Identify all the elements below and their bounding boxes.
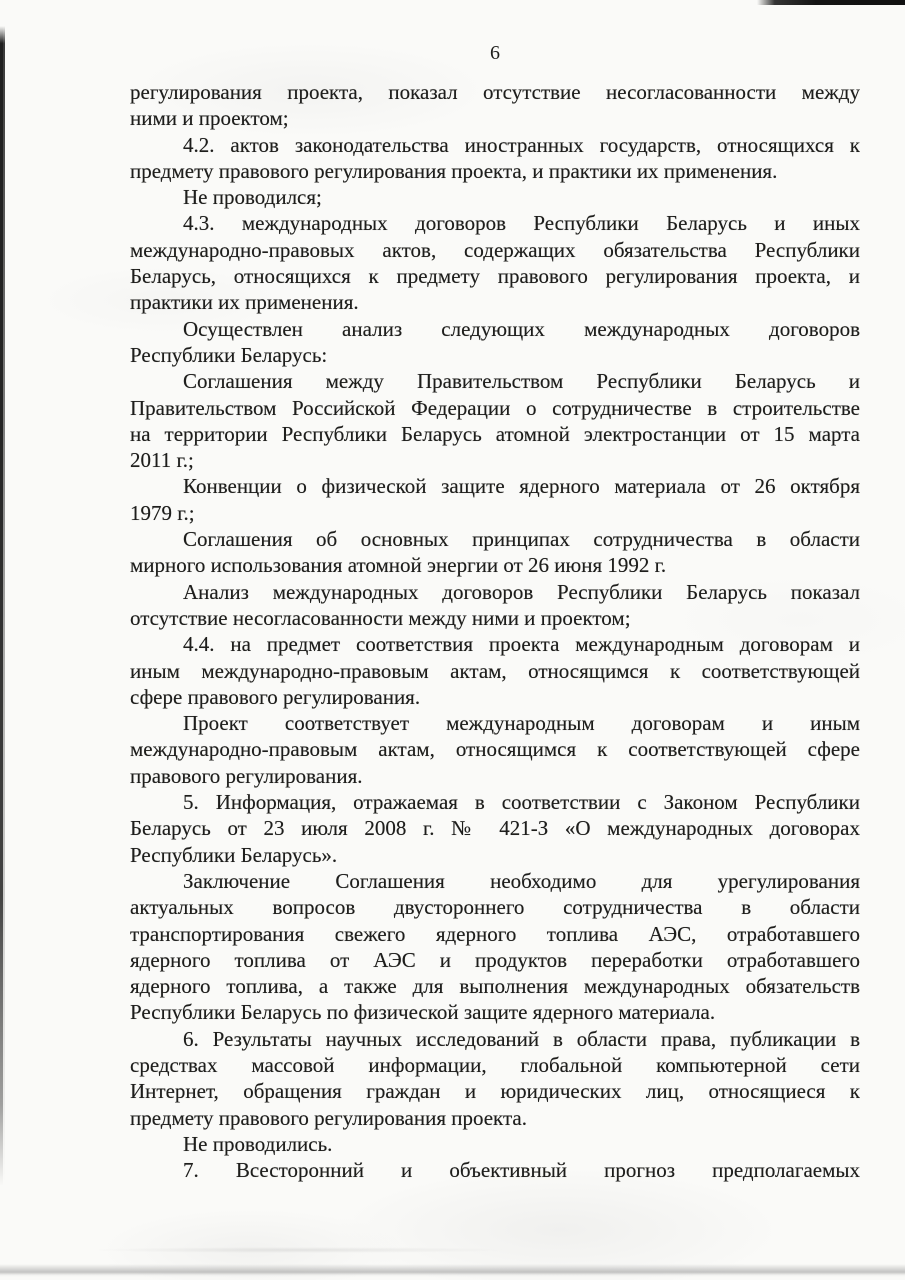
text-line: 6. Результаты научных исследований в области права, публикации в [183, 1026, 860, 1051]
text-line: Беларусь от 23 июля 2008 г. № 421-З «О международных договорах [130, 816, 860, 841]
text-line: Республики Беларусь: [130, 342, 328, 367]
scan-artifact-left-edge [0, 26, 5, 1186]
scan-artifact-bottom-band [0, 1264, 905, 1277]
text-line: транспортирования свежего ядерного топлива АЭС, отработавшего [130, 921, 860, 946]
text-line: средствах массовой информации, глобальной компьютерной сети [130, 1052, 860, 1077]
text-line: сфере правового регулирования. [130, 684, 421, 709]
text-line: Республики Беларусь». [130, 842, 338, 867]
text-line: Анализ международных договоров Республики Беларусь показал [183, 579, 860, 604]
text-line: Проект соответствует международным договорам и иным [183, 711, 860, 736]
text-line: 5. Информация, отражаемая в соответствии с Законом Республики [183, 790, 860, 815]
text-line: Интернет, обращения граждан и юридических лиц, относящиеся к [130, 1079, 860, 1104]
text-line: 4.3. международных договоров Республики Беларусь и иных [183, 211, 860, 236]
text-line: международно-правовым актам, относящимся к соответствующей сфере [130, 737, 860, 762]
text-line: мирного использования атомной энергии от 26 июня 1992 г. [130, 553, 667, 578]
text-line: международно-правовых актов, содержащих обязательства Республики [130, 237, 860, 262]
text-line: 1979 г.; [130, 500, 195, 525]
text-line: Не проводились. [183, 1131, 333, 1156]
text-line: 7. Всесторонний и объективный прогноз предполагаемых [183, 1158, 860, 1183]
text-line: 4.2. актов законодательства иностранных государств, относящихся к [183, 132, 860, 157]
text-line: Соглашения об основных принципах сотрудничества в области [183, 527, 860, 552]
text-line: 2011 г.; [130, 448, 194, 473]
text-line: регулирования проекта, показал отсутствие несогласованности между [130, 80, 860, 104]
text-line: Заключение Соглашения необходимо для урегулирования [183, 868, 860, 893]
scan-artifact-top-right-bar [757, 0, 905, 5]
text-line: ядерного топлива от АЭС и продуктов переработки отработавшего [130, 947, 860, 972]
text-line: отсутствие несогласованности между ними и проектом; [130, 605, 631, 630]
document-body [130, 79, 860, 1183]
text-line: на территории Республики Беларусь атомной электростанции от 15 марта [130, 421, 860, 446]
page-number: 6 [490, 42, 500, 64]
text-line: Республики Беларусь по физической защите ядерного материала. [130, 1000, 716, 1025]
text-line: Соглашения между Правительством Республики Беларусь и [183, 369, 860, 394]
text-line: Осуществлен анализ следующих международных договоров [183, 316, 860, 341]
text-line: предмету правового регулирования проекта. [130, 1105, 527, 1130]
scan-artifact-bottom-smudge [20, 1246, 580, 1254]
text-line: Не проводился; [183, 185, 322, 210]
text-line: Правительством Российской Федерации о сотрудничестве в строительстве [130, 395, 860, 420]
text-line: ними и проектом; [130, 106, 289, 131]
text-line: правового регулирования. [130, 763, 363, 788]
text-line: иным международно-правовым актам, относящимся к соответствующей [130, 658, 860, 683]
text-line: практики их применения. [130, 290, 359, 315]
text-line: 4.4. на предмет соответствия проекта международным договорам и [183, 632, 860, 657]
text-line: предмету правового регулирования проекта, и практики их применения. [130, 158, 778, 183]
text-line: ядерного топлива, а также для выполнения международных обязательств [130, 974, 860, 999]
text-line: актуальных вопросов двустороннего сотрудничества в области [130, 895, 860, 920]
text-line: Конвенции о физической защите ядерного материала от 26 октября [183, 474, 860, 499]
text-line: Беларусь, относящихся к предмету правового регулирования проекта, и [130, 264, 860, 289]
